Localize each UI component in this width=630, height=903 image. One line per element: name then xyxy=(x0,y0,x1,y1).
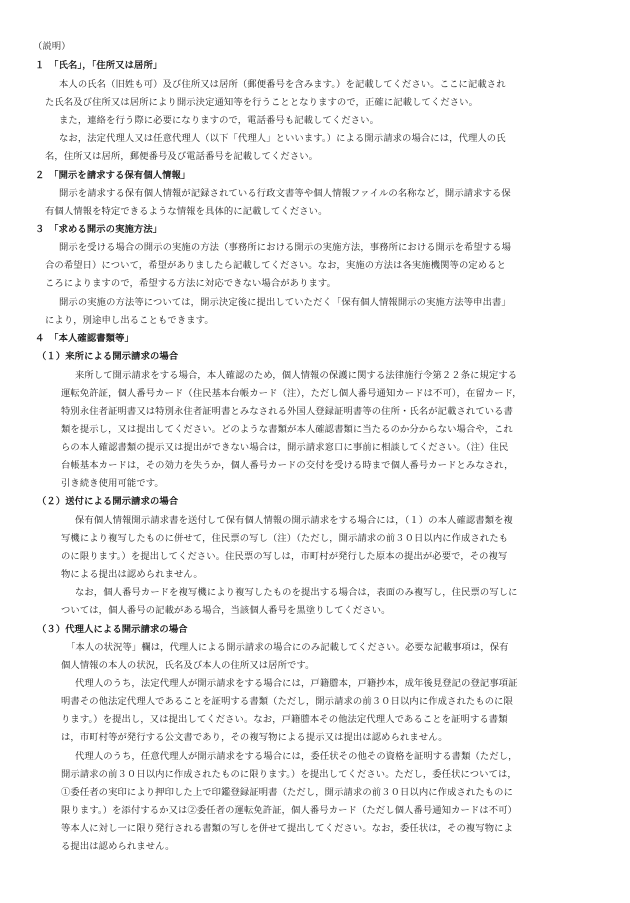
subsection-4-1-title: （１）来所による開示請求の場合 xyxy=(37,351,179,362)
section-3-line: 開示の実施の方法等については，開示決定後に提出していただく「保有個人情報開示の実施方法等申出書」 xyxy=(59,297,511,308)
subsection-4-2-line: 写機により複写したものに併せて，住民票の写し（注）（ただし，開示請求の前３０日以内に作成されたも xyxy=(61,533,509,544)
subsection-4-1-line: 運転免許証，個人番号カード（住民基本台帳カード（注），ただし個人番号通知カードは不可），在留カード， xyxy=(61,388,522,399)
subsection-4-2-line: ついては，個人番号の記載がある場合，当該個人番号を黒塗りしてください。 xyxy=(61,605,391,616)
subsection-4-1-line: 特別永住者証明書又は特別永住者証明書とみなされる外国人登録証明書等の住所・氏名が記載されている書 xyxy=(61,406,514,417)
explanation-heading: （説明） xyxy=(33,41,71,52)
subsection-4-3-line: 代理人のうち，任意代理人が開示請求をする場合には，委任状その他その資格を証明する書類（ただし， xyxy=(75,751,518,762)
section-3-title: ３ 「求める開示の実施方法」 xyxy=(35,224,163,235)
subsection-4-2-title: （２）送付による開示請求の場合 xyxy=(37,496,179,507)
subsection-4-3-line: 「本人の状況等」欄は，代理人による開示請求の場合にのみ記載してください。必要な記載事項は，保有 xyxy=(66,642,509,653)
subsection-4-3-line: ①委任者の実印により押印した上で印鑑登録証明書（ただし，開示請求の前３０日以内に作成されたものに xyxy=(61,787,514,798)
subsection-4-3-line: る提出は認められません。 xyxy=(61,841,175,852)
subsection-4-2-line: 物による提出は認められません。 xyxy=(61,569,203,580)
section-1-line: また，連絡を行う際に必要になりますので，電話番号も記載してください。 xyxy=(59,115,379,126)
subsection-4-2-line: 保有個人情報開示請求書を送付して保有個人情報の開示請求をする場合には，（１）の本人確認書類を複 xyxy=(75,515,513,526)
section-4-title: ４ 「本人確認書類等」 xyxy=(35,333,134,344)
subsection-4-3-line: 個人情報の本人の状況，氏名及び本人の住所又は居所です。 xyxy=(61,660,315,671)
section-1-line: た氏名及び住所又は居所により開示決定通知等を行うこととなりますので，正確に記載してください。 xyxy=(45,97,478,108)
subsection-4-3-line: 明書その他法定代理人であることを証明する書類（ただし，開示請求の前３０日以内に作成されたものに限 xyxy=(61,696,514,707)
section-2-title: ２ 「開示を請求する保有個人情報」 xyxy=(35,170,191,181)
section-2-line: 開示を請求する保有個人情報が記録されている行政文書等や個人情報ファイルの名称など，開示請求する保 xyxy=(59,188,511,199)
subsection-4-3-line: は，市町村等が発行する公文書であり，その複写物による提示又は提出は認められません。 xyxy=(61,732,448,743)
section-1-line: なお，法定代理人又は任意代理人（以下「代理人」といいます。）による開示請求の場合には，代理人の氏 xyxy=(59,133,506,144)
section-3-line: 合の希望日）について，希望がありましたら記載してください。なお，実施の方法は各実施機関等の定めると xyxy=(45,260,507,271)
section-1-line: 本人の氏名（旧姓も可）及び住所又は居所（郵便番号を含みます。）を記載してください。ここに記載され xyxy=(59,79,506,90)
section-3-line: 開示を受ける場合の開示の実施の方法（事務所における開示の実施方法，事務所における開示を希望する場 xyxy=(59,242,512,253)
subsection-4-1-line: 台帳基本カードは，その効力を失うか，個人番号カードの交付を受ける時まで個人番号カードとみなされ， xyxy=(61,460,514,471)
section-3-line: により，別途申し出ることもできます。 xyxy=(45,315,214,326)
subsection-4-2-line: なお，個人番号カードを複写機により複写したものを提出する場合は，表面のみ複写し，住民票の写しに xyxy=(75,587,518,598)
subsection-4-2-line: のに限ります。）を提出してください。住民票の写しは，市町村が発行した原本の提出が必要で，その複写 xyxy=(61,551,508,562)
section-1-title: １ 「氏名」，「住所又は居所」 xyxy=(35,60,163,71)
subsection-4-3-title: （３）代理人による開示請求の場合 xyxy=(37,624,188,635)
section-3-line: ころによりますので，希望する方法に対応できない場合があります。 xyxy=(45,278,336,289)
subsection-4-3-line: 等本人に対し一に限り発行される書類の写しを併せて提出してください。なお，委任状は，その複写物によ xyxy=(61,823,514,834)
section-2-line: 有個人情報を特定できるような情報を具体的に記載してください。 xyxy=(45,206,328,217)
subsection-4-1-line: 類を提示し，又は提出してください。どのような書類が本人確認書類に当たるのか分からない場合や，これ xyxy=(61,424,513,435)
subsection-4-3-line: 開示請求の前３０日以内に作成されたものに限ります。）を提出してください。ただし，委任状については， xyxy=(61,769,517,780)
subsection-4-1-line: 来所して開示請求をする場合，本人確認のため，個人情報の保護に関する法律施行令第２２条に規定する xyxy=(75,370,518,381)
subsection-4-3-line: 限ります。）を添付するか又は②委任者の運転免許証，個人番号カード（ただし個人番号通知カードは不可） xyxy=(61,805,518,816)
subsection-4-1-line: らの本人確認書類の提示又は提出ができない場合は，開示請求窓口に事前に相談してください。（注）住民 xyxy=(61,442,509,453)
subsection-4-1-line: 引き続き使用可能です。 xyxy=(61,478,164,489)
section-1-line: 名，住所又は居所，郵便番号及び電話番号を記載してください。 xyxy=(45,151,319,162)
subsection-4-3-line: 代理人のうち，法定代理人が開示請求をする場合には，戸籍謄本，戸籍抄本，成年後見登記の登記事項証 xyxy=(75,678,518,689)
subsection-4-3-line: ります。）を提出し，又は提出してください。なお，戸籍謄本その他法定代理人であることを証明する書類 xyxy=(61,714,508,725)
